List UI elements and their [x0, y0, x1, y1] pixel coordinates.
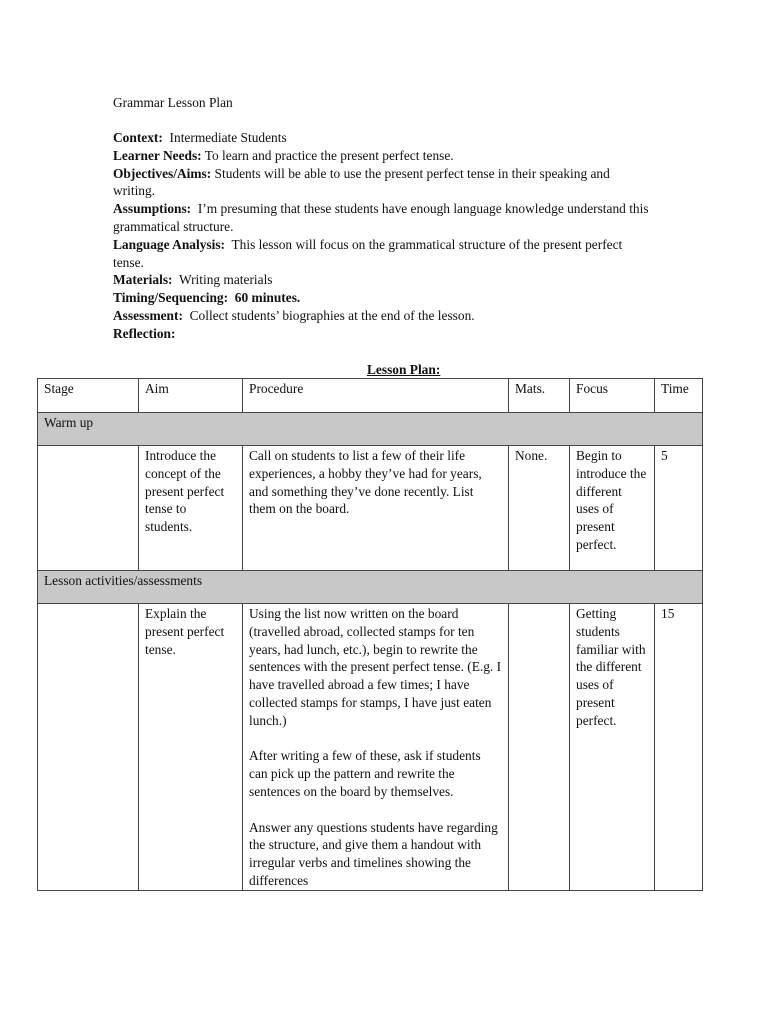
objectives-field — [113, 165, 653, 201]
learner-needs-label: Learner Needs: — [113, 147, 202, 163]
materials-field — [113, 271, 653, 289]
language-analysis-label: Language Analysis: — [113, 236, 225, 252]
procedure-paragraph: Answer any questions students have regarding the structure, and give them a handout with irregular verbs and timelines showing the differences — [249, 819, 498, 888]
language-analysis-field — [113, 236, 653, 272]
cell-focus: Begin to introduce the different uses of present perfect. — [570, 446, 655, 571]
header-aim: Aim — [139, 379, 243, 413]
section-row — [38, 413, 703, 446]
section-lesson-activities: Lesson activities/assessments — [38, 571, 703, 604]
context-label: Context: — [113, 130, 163, 145]
section-warm-up: Warm up — [38, 413, 703, 446]
section-row — [38, 571, 703, 604]
cell-procedure — [243, 446, 509, 571]
lesson-plan-table — [37, 378, 703, 891]
table-row — [38, 604, 703, 891]
cell-focus: Getting students familiar with the different uses of present perfect. — [570, 604, 655, 891]
reflection-field — [113, 325, 653, 343]
table-row — [38, 446, 703, 571]
objectives-label: Objectives/Aims: — [113, 165, 212, 181]
timing-value: 60 minutes. — [234, 290, 301, 306]
context-value: Intermediate Students — [169, 130, 287, 145]
timing-field — [113, 289, 653, 307]
cell-aim: Introduce the concept of the present perfect tense to students. — [139, 446, 243, 571]
procedure-paragraph: Using the list now written on the board (travelled abroad, collected stamps for ten years, had lunch, etc.), begin to rewrite the sentences with the present perfect tense. (E.g. I have travelled abroad a few times; I have collected stamps for stamps, I have just eaten lunch.) — [249, 606, 502, 728]
assessment-value: Collect students’ biographies at the end of the lesson. — [189, 307, 475, 323]
assessment-label: Assessment: — [113, 307, 183, 323]
cell-aim: Explain the present perfect tense. — [139, 604, 243, 891]
procedure-paragraph: Call on students to list a few of their life experiences, a hobby they’ve had for years, and something they’ve done recently. List them on the board. — [249, 448, 482, 517]
materials-value: Writing materials — [178, 272, 273, 288]
cell-mats: None. — [509, 446, 570, 571]
cell-stage — [38, 446, 139, 571]
lesson-plan-title: Lesson Plan: — [367, 362, 441, 377]
cell-time: 5 — [655, 446, 703, 571]
assumptions-field — [113, 200, 653, 236]
language-analysis-value: This lesson will focus on the grammatical structure of the present perfect tense. — [113, 236, 623, 270]
header-procedure: Procedure — [243, 379, 509, 413]
table-header-row — [38, 379, 703, 413]
assumptions-label: Assumptions: — [113, 201, 192, 217]
procedure-paragraph: After writing a few of these, ask if students can pick up the pattern and rewrite the sentences on the board by themselves. — [249, 748, 481, 799]
assessment-field — [113, 307, 653, 325]
learner-needs-field — [113, 147, 653, 165]
document-title: Grammar Lesson Plan — [113, 95, 233, 110]
cell-procedure — [243, 604, 509, 891]
assumptions-value: I’m presuming that these students have enough language knowledge understand this grammatical structure. — [113, 201, 649, 234]
cell-time: 15 — [655, 604, 703, 891]
context-field — [113, 129, 653, 147]
header-mats: Mats. — [509, 379, 570, 413]
header-focus: Focus — [570, 379, 655, 413]
timing-label: Timing/Sequencing: — [113, 290, 229, 306]
header-stage: Stage — [38, 379, 139, 413]
learner-needs-value: To learn and practice the present perfect tense. — [204, 147, 454, 163]
cell-stage — [38, 604, 139, 891]
objectives-value: Students will be able to use the present perfect tense in their speaking and writing. — [113, 165, 610, 199]
lesson-fields — [113, 129, 653, 343]
header-time: Time — [655, 379, 703, 413]
materials-label: Materials: — [113, 272, 173, 288]
cell-mats — [509, 604, 570, 891]
reflection-label: Reflection: — [113, 325, 176, 341]
